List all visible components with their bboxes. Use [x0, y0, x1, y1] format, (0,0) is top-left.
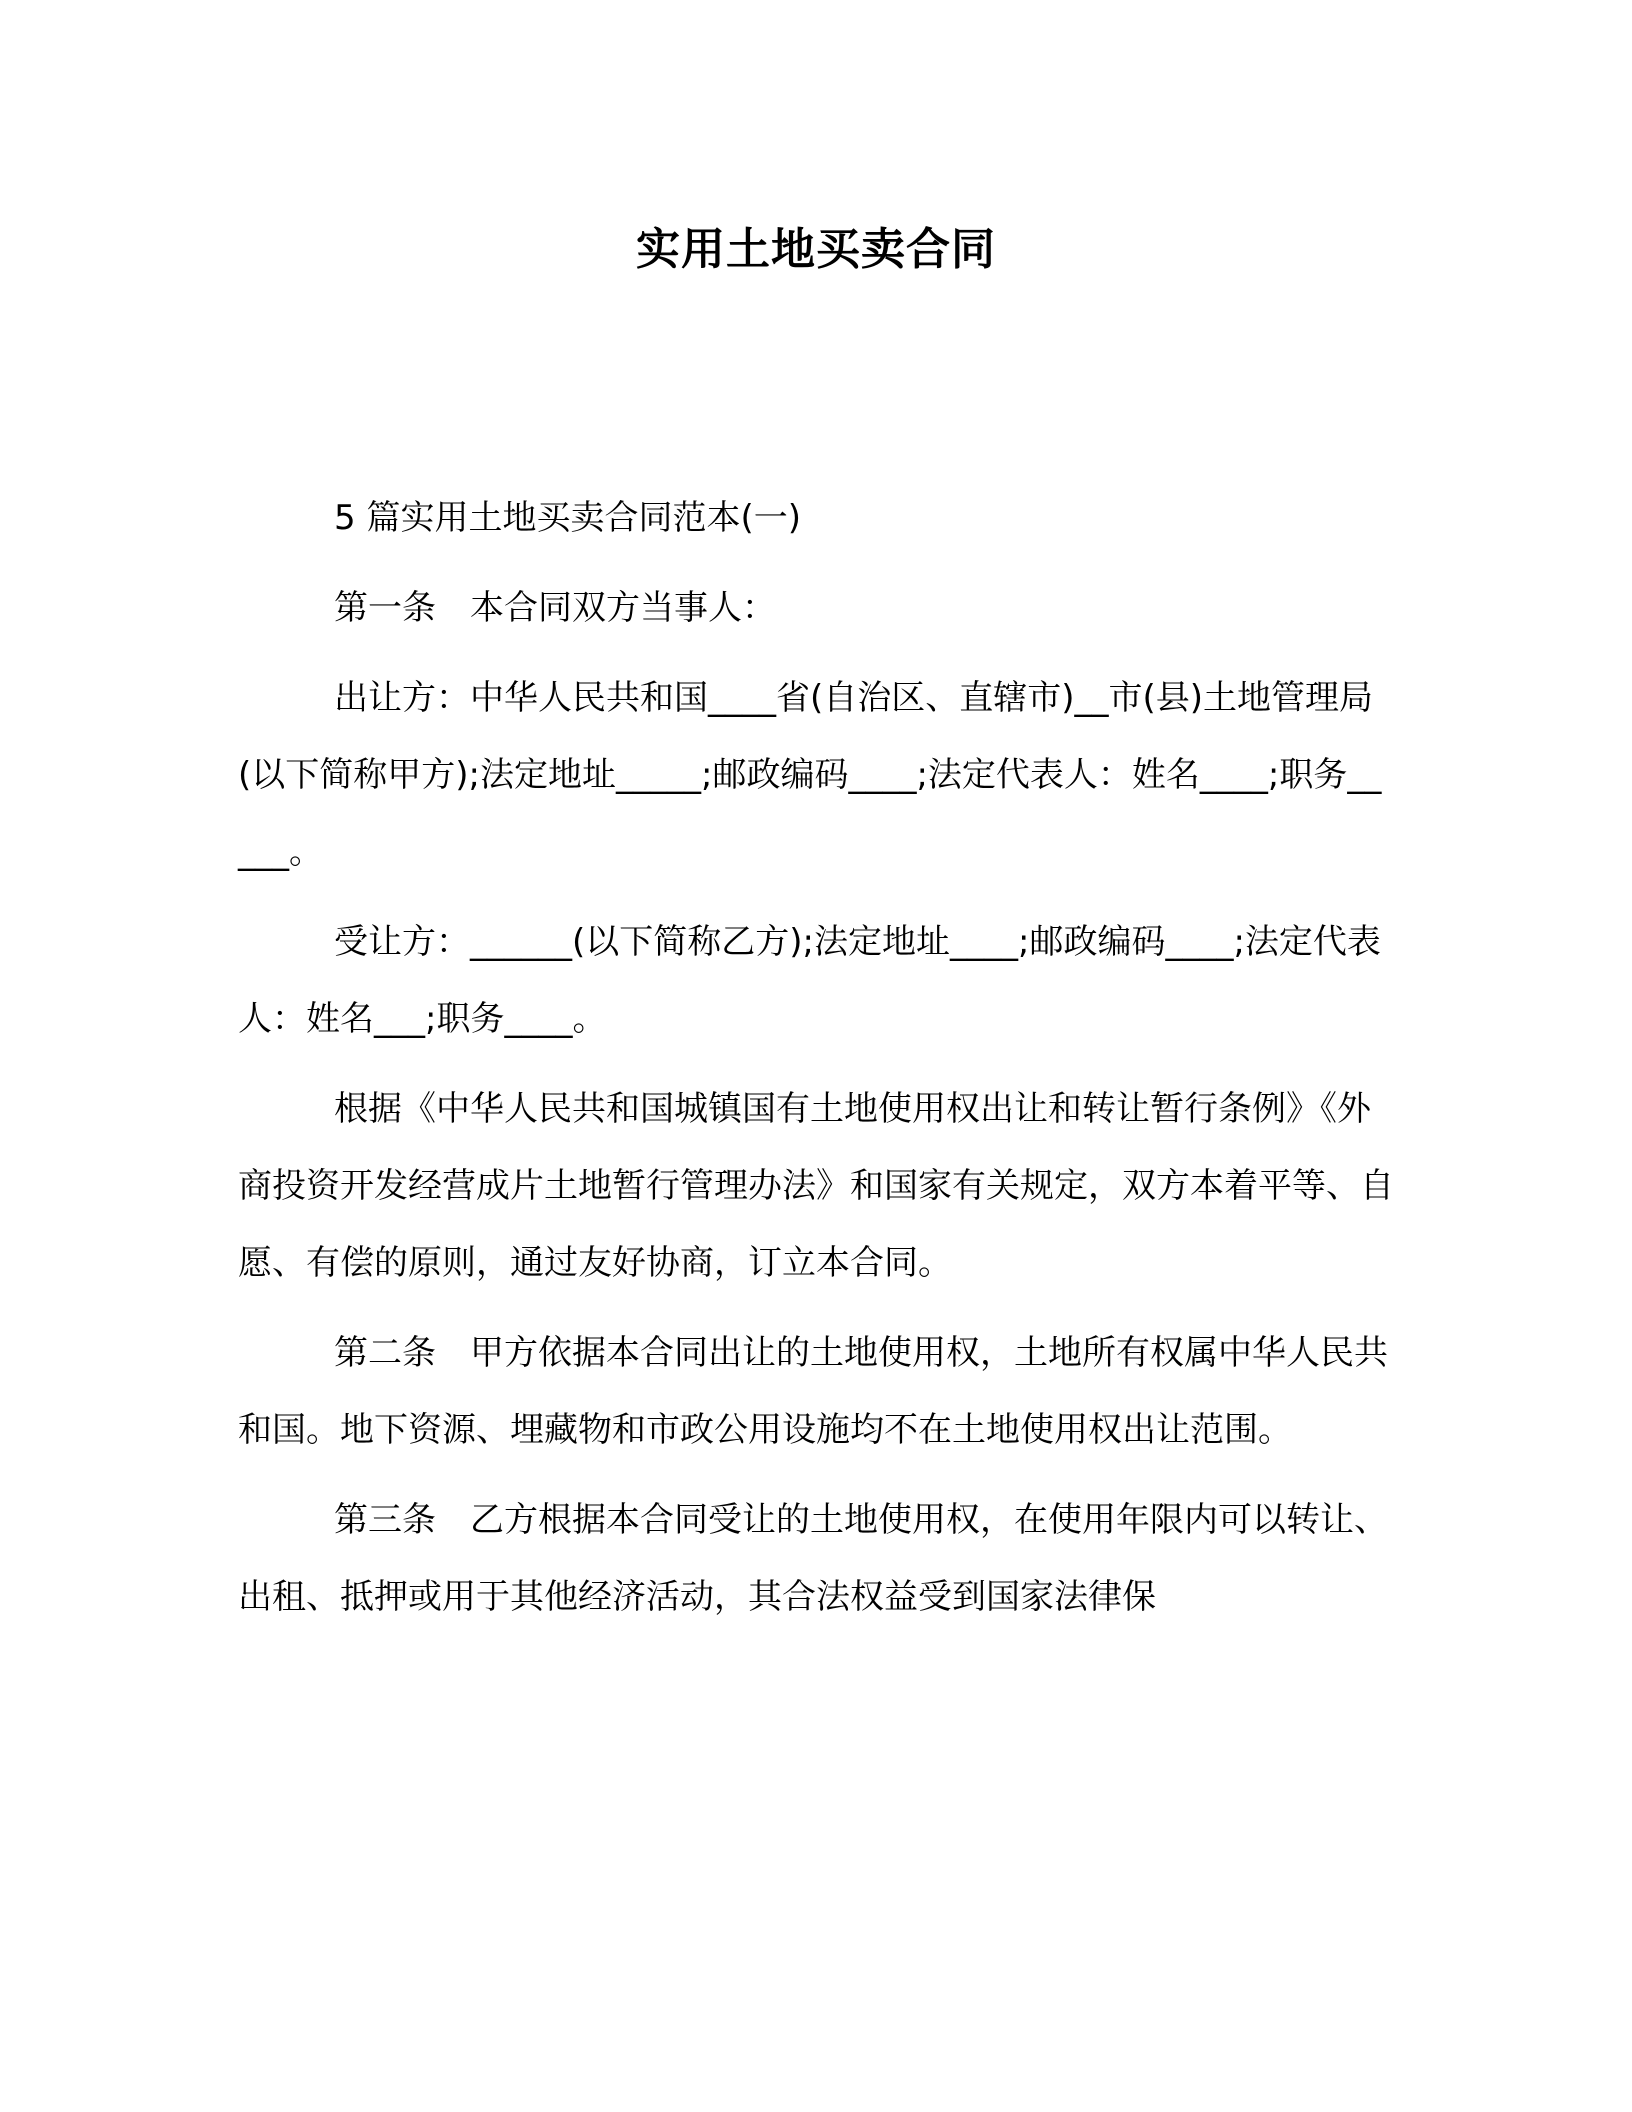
paragraph-article-2: 第二条 甲方依据本合同出让的土地使用权，土地所有权属中华人民共和国。地下资源、埋藏物和市政公用设施均不在土地使用权出让范围。: [238, 1333, 1388, 1450]
document-body: [238, 480, 1398, 1649]
paragraph-article-3: 第三条 乙方根据本合同受让的土地使用权，在使用年限内可以转让、出租、抵押或用于其他经济活动，其合法权益受到国家法律保: [238, 1500, 1388, 1617]
paragraph-grantor: 出让方：中华人民共和国____省(自治区、直辖市)__市(县)土地管理局(以下简称甲方);法定地址_____;邮政编码____;法定代表人：姓名____;职务_____。: [238, 678, 1382, 872]
paragraph-article-1: 第一条 本合同双方当事人：: [334, 588, 776, 628]
paragraph-legal-basis: 根据《中华人民共和国城镇国有土地使用权出让和转让暂行条例》《外商投资开发经营成片土地暂行管理办法》和国家有关规定，双方本着平等、自愿、有偿的原则，通过友好协商，订立本合同。: [238, 1089, 1394, 1283]
document-title: 实用土地买卖合同: [636, 224, 996, 275]
paragraph-grantee: 受让方：______(以下简称乙方);法定地址____;邮政编码____;法定代表人：姓名___;职务____。: [238, 922, 1381, 1039]
paragraph-heading: 5 篇实用土地买卖合同范本(一): [334, 498, 801, 538]
